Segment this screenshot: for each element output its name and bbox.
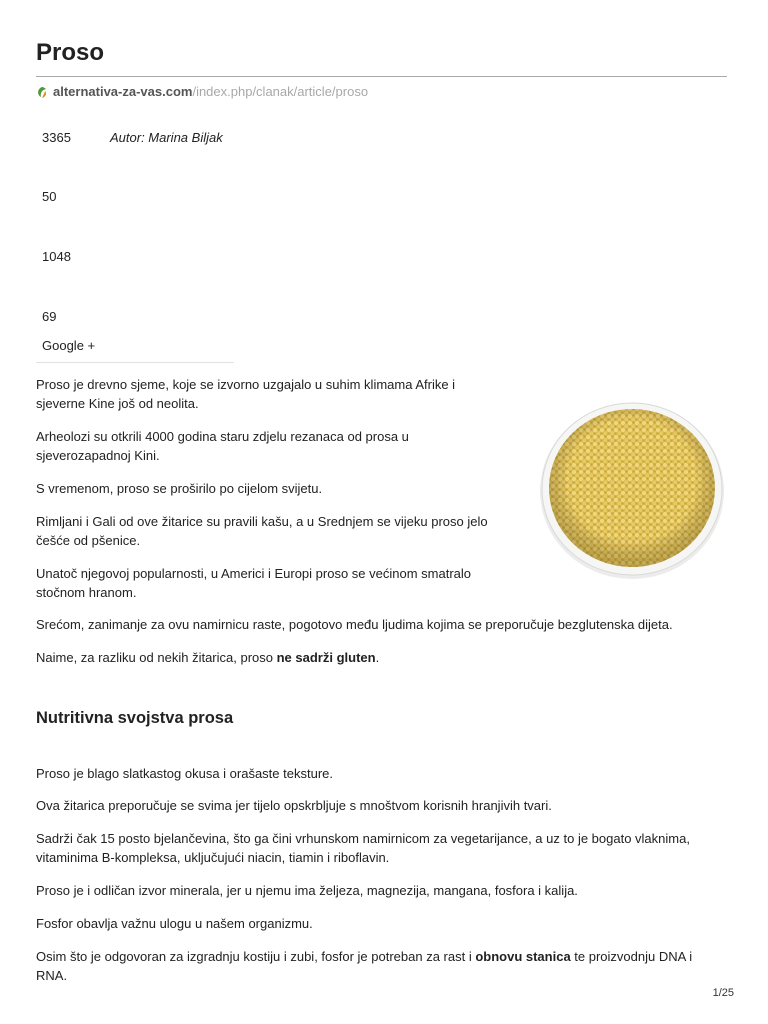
share-divider — [36, 362, 234, 363]
share-count[interactable]: 50 — [42, 189, 57, 204]
paragraph: Proso je blago slatkastog okusa i orašaste teksture. — [36, 766, 333, 781]
share-count[interactable]: 1048 — [42, 249, 71, 264]
bold-phrase: ne sadrži gluten — [276, 650, 376, 665]
google-plus-share[interactable]: Google + — [42, 338, 96, 353]
millet-bowl-image — [537, 393, 727, 583]
paragraph: Srećom, zanimanje za ovu namirnicu raste, pogotovo među ljudima kojima se preporučuje bezglutenska dijeta. — [36, 617, 673, 632]
leaf-icon — [36, 86, 48, 99]
paragraph: Proso je i odličan izvor minerala, jer u njemu ima željeza, magnezija, mangana, fosfora i kalija. — [36, 883, 578, 898]
paragraph: Osim što je odgovoran za izgradnju kostiju i zubi, fosfor je potreban za rast i obnovu stanica te proizvodnju DNA i RNA. — [36, 949, 693, 983]
paragraph: Proso je drevno sjeme, koje se izvorno uzgajalo u suhim klimama Afrike i sjeverne Kine još od neolita. — [36, 377, 456, 411]
paragraph: Arheolozi su otkrili 4000 godina staru zdjelu rezanaca od prosa u sjeverozapadnoj Kini. — [36, 429, 409, 463]
source-url — [36, 84, 368, 100]
paragraph: Naime, za razliku od nekih žitarica, proso ne sadrži gluten. — [36, 650, 380, 665]
paragraph: S vremenom, proso se proširilo po cijelom svijetu. — [36, 481, 323, 496]
share-count[interactable]: 69 — [42, 309, 57, 324]
page-number: 1/25 — [712, 987, 734, 999]
paragraph: Rimljani i Gali od ove žitarice su pravili kašu, a u Srednjem se vijeku proso jelo češće od pšenice. — [36, 514, 488, 548]
source-path: /index.php/clanak/article/proso — [192, 84, 369, 99]
paragraph: Sadrži čak 15 posto bjelančevina, što ga čini vrhunskom namirnicom za vegetarijance, a uz to je bogato vlaknima, vitaminima B-kompleksa, uključujući niacin, tiamin i riboflavin. — [36, 831, 690, 865]
paragraph: Ova žitarica preporučuje se svima jer tijelo opskrbljuje s mnoštvom korisnih hranjivih tvari. — [36, 798, 552, 813]
source-domain-link[interactable]: alternativa-za-vas.com — [53, 84, 193, 99]
author-name: Autor: Marina Biljak — [110, 130, 223, 145]
page-title: Proso — [36, 39, 105, 66]
paragraph: Fosfor obavlja važnu ulogu u našem organizmu. — [36, 916, 313, 931]
paragraph: Unatoč njegovoj popularnosti, u Americi i Europi proso se većinom smatralo stočnom hranom. — [36, 566, 471, 600]
section-heading: Nutritivna svojstva prosa — [36, 709, 234, 727]
title-divider — [36, 76, 727, 77]
share-count[interactable]: 3365 — [42, 130, 71, 145]
bold-phrase: obnovu stanica — [475, 949, 571, 964]
